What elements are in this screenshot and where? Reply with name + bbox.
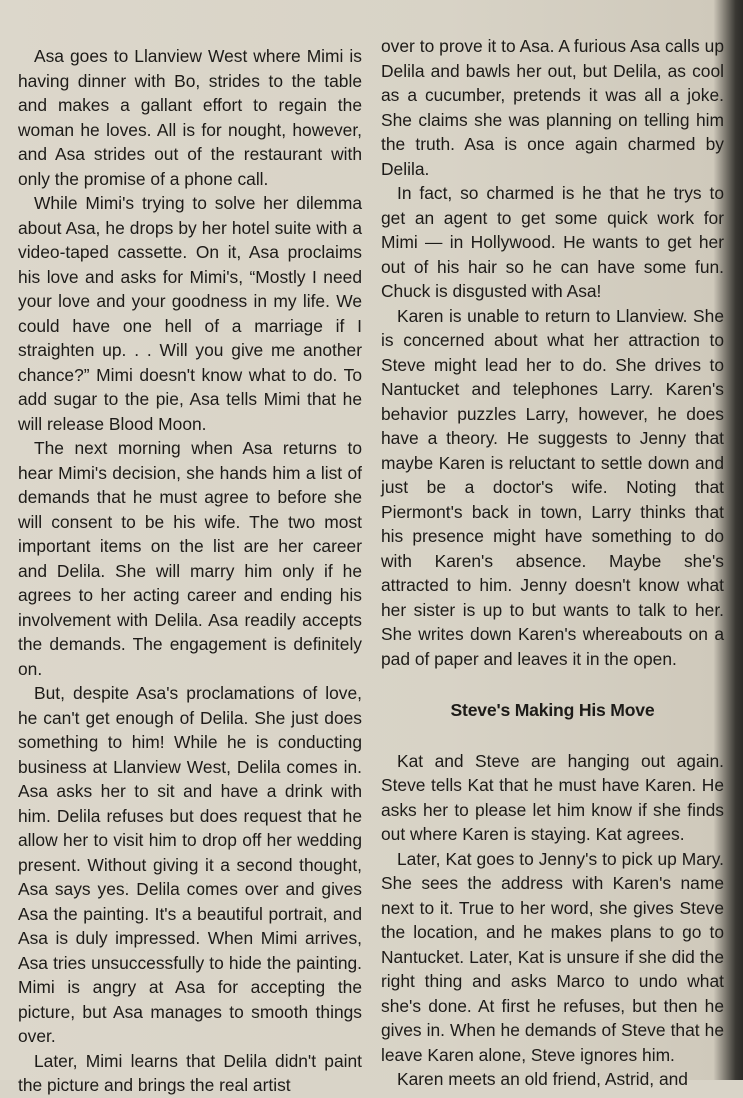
left-column bbox=[18, 44, 362, 1098]
paragraph: While Mimi's trying to solve her dilemma about Asa, he drops by her hotel suite with a video-taped cassette. On it, Asa proclaims his love and asks for Mimi's, “Mostly I need your love and your goodness in my life. We could have one hell of a marriage if I straighten up. . . Will you give me another chance?” Mimi doesn't know what to do. To add sugar to the pie, Asa tells Mimi that he will release Blood Moon. bbox=[18, 193, 362, 434]
section-heading: Steve's Making His Move bbox=[450, 700, 655, 720]
paragraph: Asa goes to Llanview West where Mimi is having dinner with Bo, strides to the table and makes a gallant effort to regain the woman he loves. All is for nought, however, and Asa strides out of the restaurant with only the promise of a phone call. bbox=[18, 46, 362, 189]
paragraph: In fact, so charmed is he that he trys to get an agent to get some quick work for Mimi — in Hollywood. He wants to get her out of his hair so he can have some fun. Chuck is disgusted with Asa! bbox=[381, 183, 724, 301]
paragraph: Kat and Steve are hanging out again. Steve tells Kat that he must have Karen. He asks her to please let him know if she finds out where Karen is staying. Kat agrees. bbox=[381, 750, 724, 844]
right-column bbox=[381, 34, 724, 1092]
paragraph: Later, Mimi learns that Delila didn't paint the picture and brings the real artist bbox=[18, 1050, 362, 1095]
paragraph: But, despite Asa's proclamations of love, he can't get enough of Delila. She just does something to him! While he is conducting business at Llanview West, Delila comes in. Asa asks her to sit and have a drink with him. Delila refuses but does request that he allow her to visit him to drop off her wedding present. Without giving it a second thought, Asa says yes. Delila comes over and gives Asa the painting. It's a beautiful portrait, and Asa is duly impressed. When Mimi arrives, Asa tries unsuccessfully to hide the painting. Mimi is angry at Asa for accepting the picture, but Asa manages to smooth things over. bbox=[18, 683, 362, 1046]
paragraph: The next morning when Asa returns to hear Mimi's decision, she hands him a list of demands that he must agree to before she will consent to be his wife. The two most important items on the list are her career and Delila. She will marry him only if he agrees to her acting career and ending his involvement with Delila. Asa readily accepts the demands. The engagement is definitely on. bbox=[18, 438, 362, 679]
paragraph: Karen meets an old friend, Astrid, and bbox=[397, 1069, 688, 1089]
paragraph: Later, Kat goes to Jenny's to pick up Mary. She sees the address with Karen's name next to it. True to her word, she gives Steve the location, and he makes plans to go to Nantucket. Later, Kat is unsure if she did the right thing and asks Marco to undo what she's done. At first he refuses, but then he gives in. When he demands of Steve that he leave Karen alone, Steve ignores him. bbox=[381, 848, 724, 1065]
paragraph: Karen is unable to return to Llanview. She is concerned about what her attraction to Steve might lead her to do. She drives to Nantucket and telephones Larry. Karen's behavior puzzles Larry, however, he does have a theory. He suggests to Jenny that maybe Karen is reluctant to settle down and just be a doctor's wife. Noting that Piermont's back in town, Larry thinks that his presence might have something to do with Karen's absence. Maybe she's attracted to him. Jenny doesn't know what her sister is up to but wants to talk to her. She writes down Karen's whereabouts on a pad of paper and leaves it in the open. bbox=[381, 305, 724, 669]
paragraph: over to prove it to Asa. A furious Asa calls up Delila and bawls her out, but Delila, as cool as a cucumber, pretends it was all a joke. She claims she was planning on telling him the truth. Asa is once again charmed by Delila. bbox=[381, 36, 724, 179]
